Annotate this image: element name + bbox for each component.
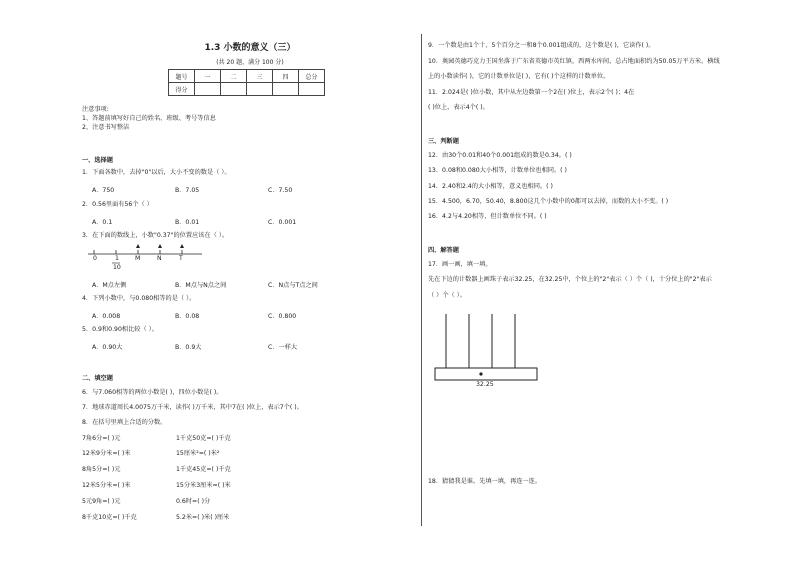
fill-item: 1千克45克=( )千克 xyxy=(176,466,231,473)
question-1: 1．下面各数中，去掉"0"以后，大小不变的数是（ ）。 xyxy=(82,169,231,176)
fill-item: 0.6时=( )分 xyxy=(176,498,211,505)
question-17-line2: 先在下边的计数器上画珠子表示32.25，在32.25中，个位上的"2"表示（ ）个（ )，十分位上的"2"表示 xyxy=(428,276,712,283)
fill-item: 8角5分=( )元 xyxy=(82,466,121,473)
question-17-line1: 17．画一画，填一填。 xyxy=(428,261,492,268)
question-17-line3: （ ）个（ ）。 xyxy=(428,292,466,299)
q4-option-a[interactable]: A．0.008 xyxy=(92,313,121,320)
section-fill-heading: 二、填空题 xyxy=(82,375,113,382)
score-header-cell: 二 xyxy=(221,70,247,83)
section-judge-heading: 三、判断题 xyxy=(428,138,459,145)
question-8: 8．在括号里填上合适的分数。 xyxy=(82,419,167,426)
q3-option-a[interactable]: A．M点左侧 xyxy=(92,282,127,289)
question-16: 16．4.2与4.20相等，但计数单位不同。( ) xyxy=(428,213,547,220)
score-input-cell[interactable] xyxy=(273,83,299,96)
section-choice-heading: 一、选择题 xyxy=(82,157,113,164)
fill-item: 12米9分米=( )米 xyxy=(82,450,131,457)
q5-option-c[interactable]: C．一样大 xyxy=(268,344,298,351)
score-input-cell[interactable] xyxy=(299,83,325,96)
column-divider xyxy=(421,34,422,526)
q2-option-c[interactable]: C．0.001 xyxy=(268,219,297,226)
numberline-label-ten: 10 xyxy=(113,264,121,271)
page-title: 1.3 小数的意义（三） xyxy=(204,43,296,53)
question-10-line1: 10．奥园英德巧克力王国坐落于广东省英德市英红镇，西两水库间，总占地面积约为50.05万平方米。横线 xyxy=(428,58,720,65)
question-10-line2: 上的小数读作( )，它的计数单位是( )，它有( )个这样的计数单位。 xyxy=(428,73,610,80)
q5-option-b[interactable]: B．0.9大 xyxy=(175,344,202,351)
question-13: 13．0.08和0.080大小相等，计数单位也相同。( ) xyxy=(428,167,567,174)
question-4: 4．下列小数中，与0.080相等的是（ ）。 xyxy=(82,295,196,302)
note-item: 2、注意书写整洁 xyxy=(82,124,130,131)
notes-title: 注意事项: xyxy=(82,106,109,113)
q4-option-c[interactable]: C．0.800 xyxy=(268,313,297,320)
fill-item: 12米5分米=( )米 xyxy=(82,482,131,489)
fill-item: 15分米3厘米=( )米 xyxy=(176,482,231,489)
score-input-cell[interactable] xyxy=(221,83,247,96)
question-14: 14．2.40和2.4的大小相等，意义也相同。( ) xyxy=(428,183,553,190)
q2-option-a[interactable]: A．0.1 xyxy=(92,219,113,226)
fill-item: 5元9角=( )元 xyxy=(82,498,121,505)
score-header-cell: 四 xyxy=(273,70,299,83)
score-table-score-row xyxy=(169,83,325,96)
q3-option-c[interactable]: C．N点与T点之间 xyxy=(268,282,318,289)
q5-option-a[interactable]: A．0.90大 xyxy=(92,344,123,351)
section-solve-heading: 四、解答题 xyxy=(428,247,459,254)
score-input-cell[interactable] xyxy=(247,83,273,96)
numberline-label-m: M xyxy=(135,255,141,262)
question-6: 6．与7.060相等的两位小数是( )，四位小数是( )。 xyxy=(82,389,223,396)
score-header-cell: 题号 xyxy=(169,70,195,83)
abacus-value-label: 32.25 xyxy=(476,381,494,388)
question-7: 7．地球赤道周长4.0075万千米，读作( )万千米，其中7在( )位上，表示7个( )。 xyxy=(82,404,303,411)
score-header-cell: 总分 xyxy=(299,70,325,83)
score-table-header-row xyxy=(169,70,325,83)
numberline-label-one: 1 xyxy=(115,255,119,262)
fill-item: 8千克10克=( )千克 xyxy=(82,514,137,521)
question-3: 3．在下面的数线上，小数"0.37"的位置应该在（ ）。 xyxy=(82,232,229,239)
numberline-label-zero: 0 xyxy=(93,255,97,262)
question-12: 12．由30个0.01和40个0.001组成的数是0.34。( ) xyxy=(428,152,572,159)
question-5: 5．0.9和0.90相比较（ ）。 xyxy=(82,326,158,333)
numberline-label-n: N xyxy=(157,255,162,262)
fill-item: 15厘米²=( )米² xyxy=(176,450,220,457)
question-11-line1: 11．2.024是( )位小数，其中从左边数第一个2在( )位上，表示2个( )；4在 xyxy=(428,89,635,96)
q2-option-b[interactable]: B．0.01 xyxy=(175,219,200,226)
score-row-label: 得分 xyxy=(169,83,195,96)
question-2: 2．0.56里面有56个（ ） xyxy=(82,201,153,208)
numberline-label-t: T xyxy=(179,255,183,262)
page-subtitle: (共 20 题，满分 100 分) xyxy=(216,59,284,66)
question-9: 9．一个数是由1个十、5个百分之一和8个0.001组成的，这个数是( )，它读作( )。 xyxy=(428,42,655,49)
q1-option-b[interactable]: B．7.05 xyxy=(175,187,200,194)
score-header-cell: 一 xyxy=(195,70,221,83)
q3-option-b[interactable]: B．M点与N点之间 xyxy=(175,282,227,289)
score-header-cell: 三 xyxy=(247,70,273,83)
abacus-diagram xyxy=(434,310,544,390)
q4-option-b[interactable]: B．0.08 xyxy=(175,313,200,320)
fill-item: 5.2米=( )米( )厘米 xyxy=(176,514,230,521)
note-item: 1、答题前填写好自己的姓名、班级、考号等信息 xyxy=(82,115,216,122)
question-18: 18．猜猜我是谁。先填一填，再连一连。 xyxy=(428,478,542,485)
fill-item: 1千克50克=( )千克 xyxy=(176,435,231,442)
score-input-cell[interactable] xyxy=(195,83,221,96)
score-table xyxy=(168,69,325,96)
fill-item: 7角6分=( )元 xyxy=(82,435,121,442)
q1-option-a[interactable]: A．750 xyxy=(92,187,115,194)
question-15: 15．4.500，6.70，50.40，8.800这几个小数中的0都可以去掉，而数的大小不变。( ) xyxy=(428,198,669,205)
q1-option-c[interactable]: C．7.50 xyxy=(268,187,293,194)
question-11-line2: ( )位上，表示4个( )。 xyxy=(428,104,489,111)
